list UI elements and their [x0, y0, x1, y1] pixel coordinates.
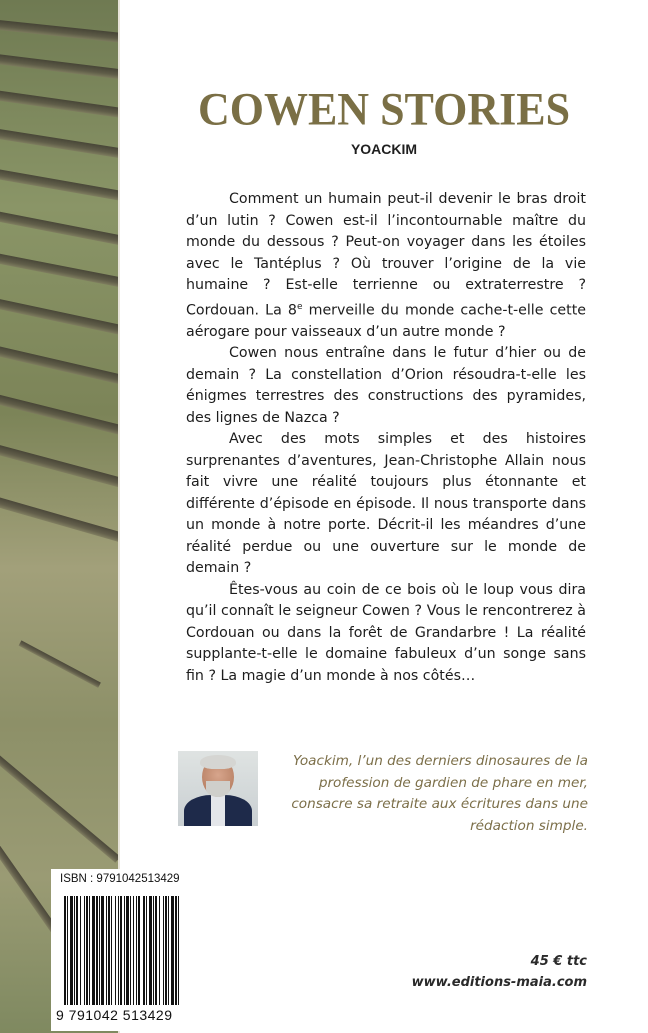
blurb-paragraph-2: Cowen nous entraîne dans le futur d’hier ou de demain ? La constellation d’Orion résoudra-t-elle les énigmes terrestres des constructions des pyramides, des lignes de Nazca ? [186, 345, 586, 426]
barcode-bar [168, 896, 169, 1005]
terrace-line [0, 250, 118, 294]
terrace-line [0, 342, 118, 392]
blurb-paragraph-4: Êtes-vous au coin de ce bois où le loup vous dira qu’il connaît le seigneur Cowen ? Vous le rencontrerez à Cordouan ou dans la forêt de Grandarbre ! La réalité supplante-t-elle le domaine fabuleux d’un songe sans fin ? La magie d’un monde à nos côtés… [186, 581, 586, 684]
barcode-bar [96, 896, 98, 1005]
barcode-bar [70, 896, 73, 1005]
barcode-bar [84, 896, 85, 1005]
barcode-bar [155, 896, 157, 1005]
terrace-line [19, 640, 101, 688]
blurb-paragraph-1-start: Comment un humain peut-il devenir le bras droit d’un lutin ? Cowen est-il l’incontournable maître du monde du dessous ? Peut-on voyager dans les étoiles avec le Tantéplus ? Où trouver l’origine de la vie humaine ? Est-elle terrienne ou extraterrestre ? Cordouan. La 8 [186, 191, 586, 319]
barcode-bar [86, 896, 88, 1005]
terrace-line [0, 126, 118, 164]
barcode-icon [63, 896, 180, 1005]
barcode-bar [138, 896, 140, 1005]
barcode-bar [126, 896, 129, 1005]
barcode-bar [101, 896, 104, 1005]
book-title: COWEN STORIES [197, 83, 571, 136]
price-label: 45 € ttc [530, 954, 587, 969]
publisher-website: www.editions-maia.com [411, 975, 587, 990]
barcode-bar [89, 896, 90, 1005]
terrace-line [0, 492, 118, 551]
barcode-bar [133, 896, 134, 1005]
barcode-bar [74, 896, 75, 1005]
barcode-bar [64, 896, 66, 1005]
author-photo-hair [200, 755, 236, 769]
barcode-bar [115, 896, 116, 1005]
barcode-bar [111, 896, 112, 1005]
barcode-bar [146, 896, 147, 1005]
barcode-bar [76, 896, 78, 1005]
barcode-bar [153, 896, 154, 1005]
isbn-label: ISBN : 9791042513429 [60, 873, 180, 885]
author-photo [178, 751, 258, 826]
barcode-bar [92, 896, 95, 1005]
barcode-bar [171, 896, 174, 1005]
blurb-paragraph-1-end: merveille du monde cache-t-elle cette aérogare pour vaisseaux d’un autre monde ? [186, 302, 586, 340]
barcode-bar [165, 896, 167, 1005]
ordinal-superscript: e [296, 301, 303, 312]
terrace-line [0, 166, 118, 207]
terrace-line [0, 52, 118, 84]
terrace-line [0, 208, 118, 252]
barcode-bar [124, 896, 125, 1005]
barcode-digits: 9 791042 513429 [56, 1007, 173, 1023]
back-cover-blurb [186, 189, 586, 687]
barcode-bar [159, 896, 160, 1005]
barcode-bar [178, 896, 179, 1005]
barcode-bar [118, 896, 119, 1005]
barcode-bar [136, 896, 137, 1005]
barcode-bar [106, 896, 107, 1005]
author-photo-shirt [211, 795, 225, 826]
author-bio: Yoackim, l’un des derniers dinosaures de la profession de gardien de phare en mer, consacre sa retraite aux écritures dans une rédaction simple. [291, 753, 588, 834]
barcode-bar [99, 896, 100, 1005]
terrace-line [0, 390, 118, 443]
blurb-paragraph-3: Avec des mots simples et des histoires surprenantes d’aventures, Jean-Christophe Allain nous fait vivre une réalité toujours plus étonnante et différente d’épisode en épisode. Il nous transporte dans un monde à notre porte. Décrit-il les méandres d’une réalité perdue ou une ouverture sur le monde de demain ? [186, 431, 586, 577]
barcode-bar [149, 896, 152, 1005]
terrace-line [0, 741, 118, 863]
terrace-line [0, 88, 118, 123]
barcode-bar [163, 896, 164, 1005]
barcode-bar [108, 896, 110, 1005]
terrace-line [0, 295, 118, 342]
barcode-bar [80, 896, 81, 1005]
barcode-bar [130, 896, 131, 1005]
terrace-line [0, 440, 118, 496]
blurb-paragraph-1 [186, 189, 586, 343]
author-photo-beard [206, 781, 230, 797]
terrace-line [0, 18, 118, 47]
barcode-bar [120, 896, 122, 1005]
book-author: YOACKIM [350, 141, 418, 157]
barcode-bar [175, 896, 177, 1005]
barcode-bar [67, 896, 68, 1005]
barcode-bar [143, 896, 145, 1005]
